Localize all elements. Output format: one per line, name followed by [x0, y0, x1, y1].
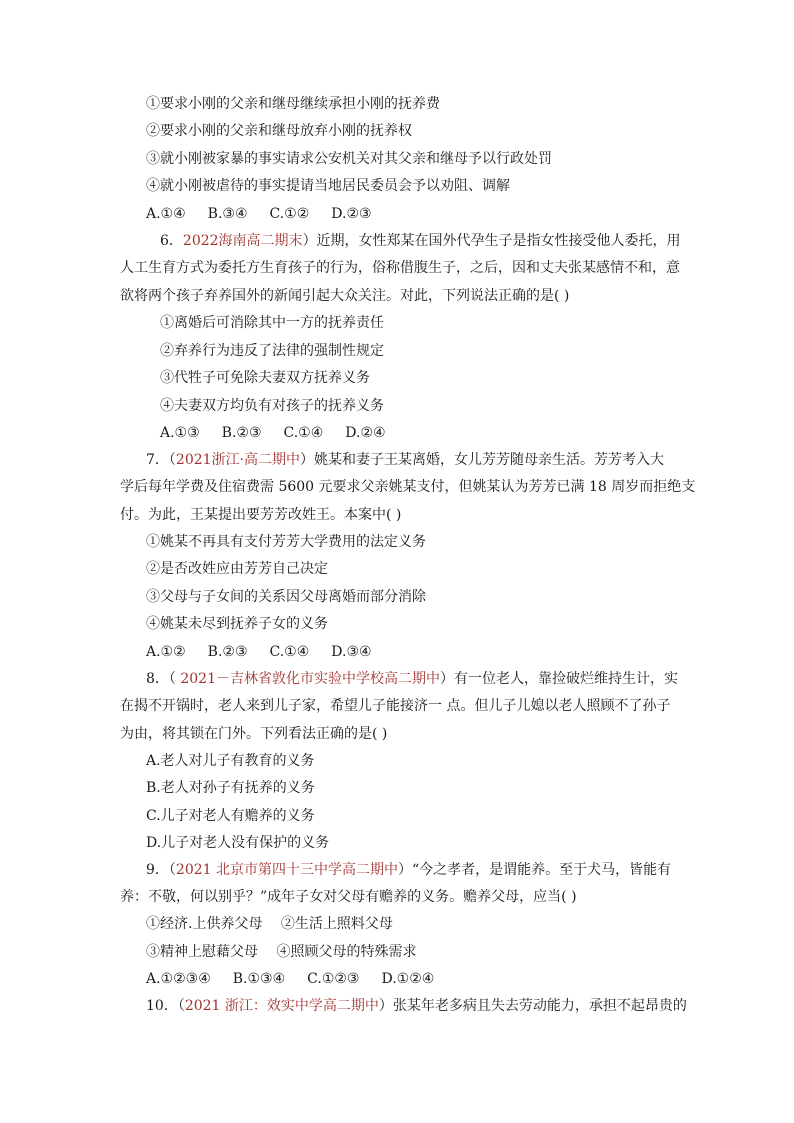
q8-source: 2021－吉林省敦化市实验中学校高二期中: [180, 671, 440, 687]
q6-stem-line-2: 人工生育方式为委托方生育孩子的行为，俗称借腹生子，之后，因和丈夫张某感情不和，意: [120, 260, 680, 276]
q7-option-2: ②是否改姓应由芳芳自己决定: [146, 561, 328, 577]
q8-number: 8．（: [146, 671, 181, 687]
q5-choices: [146, 204, 394, 224]
q6-stem-text-1: ）近期，女性郑某在国外代孕生子是指女性接受他人委托，用: [302, 233, 681, 249]
q6-choices: [160, 423, 408, 443]
q8-option-b: B.老人对孙子有抚养的义务: [146, 780, 315, 796]
q10-source: 2021 浙江：效实中学高二期中: [184, 998, 379, 1014]
q7-option-1: ①姚某不再具有支付芳芳大学费用的法定义务: [146, 534, 426, 550]
q9-choice-b: B.①③④: [232, 971, 286, 987]
q10-stem-line-1: [146, 996, 687, 1016]
q9-stem-text-1: ）“今之孝者，是谓能养。至于犬马，皆能有: [398, 862, 672, 878]
q7-stem-text-1: ）姚某和妻子王某离婚，女儿芳芳随母亲生活。芳芳考入大: [300, 452, 665, 468]
q8-option-d: D.儿子对老人没有保护的义务: [146, 835, 330, 851]
q9-stem-line-2: 养：不敬，何以别乎？”成年子女对父母有赡养的义务。赡养父母，应当( ): [120, 889, 577, 905]
q7-choice-d: D.③④: [331, 644, 372, 660]
q6-option-1: ①离婚后可消除其中一方的抚养责任: [160, 315, 384, 331]
q7-choices: [146, 642, 394, 662]
q8-option-a: A.老人对儿子有教育的义务: [146, 753, 315, 769]
q5-option-3: ③就小刚被家暴的事实请求公安机关对其父亲和继母予以行政处罚: [146, 151, 552, 167]
q7-number: 7．（: [146, 452, 176, 468]
q8-stem-line-2: 在揭不开锅时，老人来到儿子家，希望儿子能接济一 点。但儿子儿媳以老人照顾不了孙子: [120, 698, 671, 714]
q6-source: 2022海南高二期末: [182, 233, 303, 249]
q6-option-2: ②弃养行为违反了法律的强制性规定: [160, 343, 384, 359]
q10-stem-text-1: ）张某年老多病且失去劳动能力，承担不起昂贵的: [378, 998, 687, 1014]
q9-choice-a: A.①②③④: [146, 971, 211, 987]
q5-choice-a: A.①④: [146, 206, 186, 222]
q5-choice-d: D.②③: [331, 206, 372, 222]
q9-choices: [146, 969, 456, 989]
q7-choice-b: B.②③: [207, 644, 248, 660]
q9-stem-line-1: [146, 860, 671, 880]
q5-option-1: ①要求小刚的父亲和继母继续承担小刚的抚养费: [146, 96, 440, 112]
q6-number: 6．: [160, 233, 183, 249]
q7-source: 2021浙江·高二期中: [175, 452, 301, 468]
q8-stem-line-3: 为由，将其锁在门外。下列看法正确的是( ): [120, 726, 388, 742]
q8-stem-text-1: ）有一位老人，靠捡破烂维持生计，实: [440, 671, 678, 687]
q9-source: 2021 北京市第四十三中学高二期中: [175, 862, 399, 878]
q6-choice-a: A.①③: [160, 425, 200, 441]
q9-option-row-2: ③精神上慰藉父母 ④照顾父母的特殊需求: [146, 944, 417, 960]
q6-choice-c: C.①④: [283, 425, 324, 441]
q5-option-2: ②要求小刚的父亲和继母放弃小刚的抚养权: [146, 123, 412, 139]
q5-option-4: ④就小刚被虐待的事实提请当地居民委员会予以劝阻、调解: [146, 178, 510, 194]
q7-option-3: ③父母与子女间的关系因父母离婚而部分消除: [146, 589, 426, 605]
q6-stem-line-1: [160, 231, 681, 251]
q9-option-row-1: ①经济.上供养父母 ②生活上照料父母: [146, 916, 393, 932]
q8-option-c: C.儿子对老人有赡养的义务: [146, 808, 315, 824]
q7-stem-line-1: [146, 450, 664, 470]
q7-stem-line-2: 学后每年学费及住宿费需 5600 元要求父亲姚某支付，但姚某认为芳芳已满 18 周岁而拒绝支: [120, 479, 696, 495]
q6-stem-line-3: 欲将两个孩子弃养国外的新闻引起大众关注。对此，下列说法正确的是( ): [120, 288, 570, 304]
q6-choice-b: B.②③: [221, 425, 262, 441]
q10-number: 10．（: [146, 998, 185, 1014]
q9-choice-d: D.①②④: [381, 971, 435, 987]
q7-stem-line-3: 付。为此，王某提出要芳芳改姓王。本案中( ): [120, 507, 402, 523]
q6-option-4: ④夫妻双方均负有对孩子的抚养义务: [160, 398, 384, 414]
q7-option-4: ④姚某未尽到抚养子女的义务: [146, 616, 328, 632]
q9-number: 9．（: [146, 862, 176, 878]
q9-choice-c: C.①②③: [307, 971, 360, 987]
q5-choice-c: C.①②: [269, 206, 310, 222]
q7-choice-a: A.①②: [146, 644, 186, 660]
q5-choice-b: B.③④: [207, 206, 248, 222]
q8-stem-line-1: [146, 669, 678, 689]
q7-choice-c: C.①④: [269, 644, 310, 660]
q6-option-3: ③代牲子可免除夫妻双方抚养义务: [160, 370, 370, 386]
q6-choice-d: D.②④: [345, 425, 386, 441]
